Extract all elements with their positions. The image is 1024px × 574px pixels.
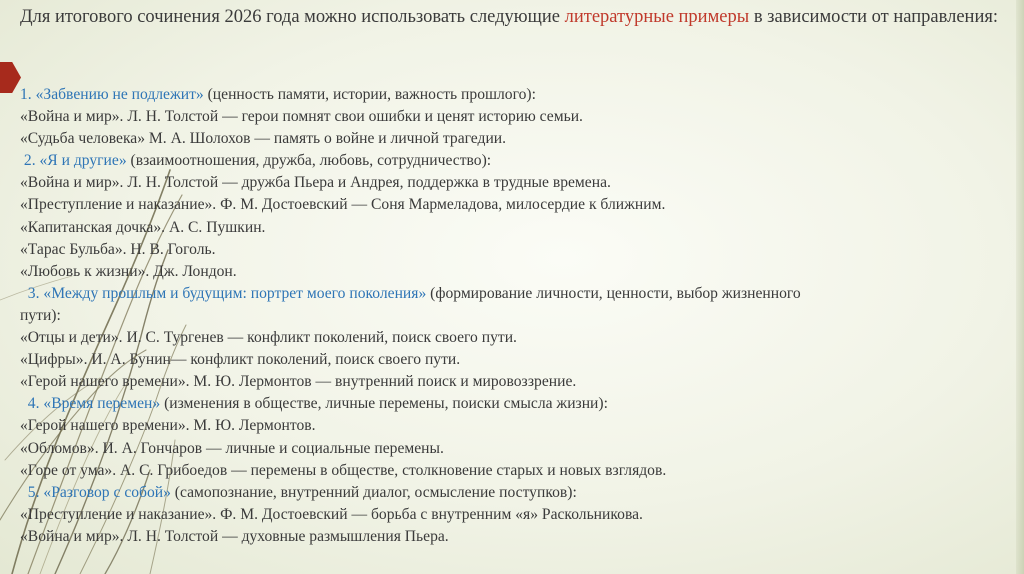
section-heading (20, 283, 1020, 305)
example-line: «Цифры». И. А. Бунин— конфликт поколений, поиск своего пути. (20, 351, 461, 369)
section-label: 1. «Забвению не подлежит» (20, 86, 204, 103)
section-heading (20, 84, 1020, 106)
example-line: «Отцы и дети». И. С. Тургенев — конфликт поколений, поиск своего пути. (20, 329, 517, 347)
section-heading (20, 482, 1020, 504)
example-line: «Обломов». И. А. Гончаров — личные и социальные перемены. (20, 439, 444, 457)
example-line: «Герой нашего времени». М. Ю. Лермонтов. (20, 417, 316, 435)
example-line: «Война и мир». Л. Н. Толстой — духовные размышления Пьера. (20, 527, 449, 545)
example-line: «Преступление и наказание». Ф. М. Достоевский — борьба с внутренним «я» Раскольникова. (20, 505, 643, 523)
slide-body (20, 84, 1020, 548)
example-line: «Преступление и наказание». Ф. М. Достоевский — Соня Мармеладова, милосердие к ближним. (20, 196, 666, 214)
example-line: «Герой нашего времени». М. Ю. Лермонтов — внутренний поиск и мировоззрение. (20, 373, 577, 391)
example-line: «Война и мир». Л. Н. Толстой — дружба Пьера и Андрея, поддержка в трудные времена. (20, 174, 611, 192)
example-line: «Любовь к жизни». Дж. Лондон. (20, 262, 237, 280)
section-heading (20, 150, 1020, 172)
section-description: (формирование личности, ценности, выбор жизненного (426, 284, 801, 302)
section-description: (самопознание, внутренний диалог, осмысление поступков): (170, 483, 577, 501)
slide-title (20, 6, 1010, 28)
section-description: (ценность памяти, истории, важность прошлого): (203, 86, 536, 103)
title-accent-text: литературные примеры (564, 7, 750, 27)
section-label: 2. «Я и другие» (23, 152, 127, 170)
example-line: «Горе от ума». А. С. Грибоедов — перемены в обществе, столкновение старых и новых взглядов. (20, 461, 667, 479)
section-heading (20, 393, 1020, 415)
example-line: «Война и мир». Л. Н. Толстой — герои помнят свои ошибки и ценят историю семьи. (20, 108, 583, 126)
section-label: 4. «Время перемен» (27, 395, 161, 413)
section-label: 3. «Между прошлым и будущим: портрет моего поколения» (27, 284, 427, 302)
section-description: (изменения в обществе, личные перемены, поиски смысла жизни): (160, 395, 608, 413)
title-text-end: в зависимости от направления: (749, 7, 999, 27)
example-line: «Тарас Бульба». Н. В. Гоголь. (20, 240, 216, 258)
example-line: «Капитанская дочка». А. С. Пушкин. (20, 218, 266, 236)
example-line: «Судьба человека» М. А. Шолохов — память о войне и личной трагедии. (20, 130, 507, 148)
section-description-continued: пути): (20, 306, 61, 324)
section-description: (взаимоотношения, дружба, любовь, сотрудничество): (126, 152, 492, 170)
section-label: 5. «Разговор с собой» (27, 483, 171, 501)
title-text: Для итогового сочинения 2026 года можно использовать следующие (20, 7, 565, 27)
